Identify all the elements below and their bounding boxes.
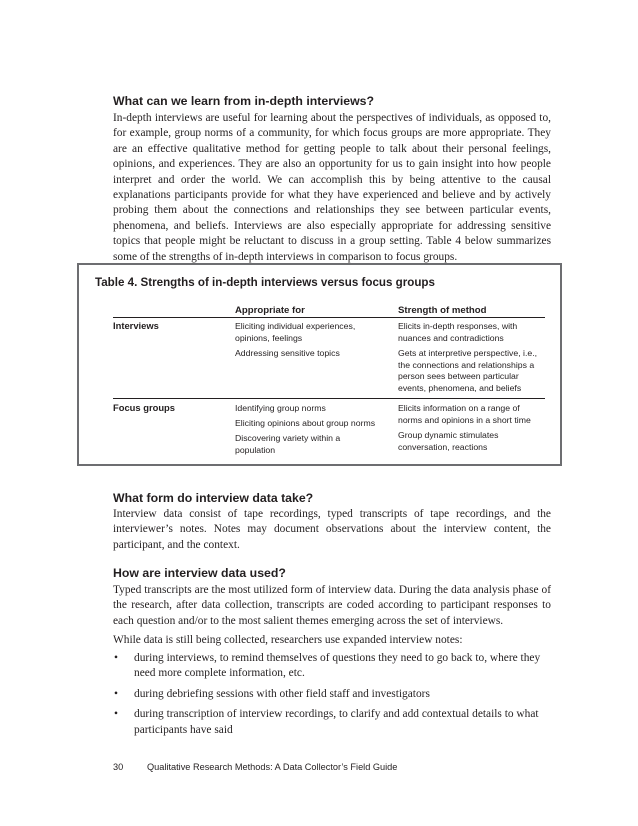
list-item-text: during debriefing sessions with other field staff and investigators [134, 687, 430, 700]
table-cell-appropriate: Addressing sensitive topics [235, 348, 340, 358]
list-item [113, 687, 553, 702]
table-cell-strength: Elicits in-depth responses, with nuances and contradictions [398, 321, 518, 343]
section-paragraph-used: Typed transcripts are the most utilized form of interview data. During the data analysis phase of the research, after data collection, transcripts are coded according to participant responses to each question and/or to the most salient themes emerging across the set of interviews. [113, 584, 551, 627]
section-heading-form: What form do interview data take? [113, 491, 314, 505]
section-paragraph-notes-intro: While data is still being collected, researchers use expanded interview notes: [113, 634, 463, 646]
table-header-appropriate: Appropriate for [235, 305, 305, 316]
table-header-rule [113, 317, 545, 318]
table-cell-appropriate: Identifying group norms [235, 403, 326, 413]
table-row-label-interviews: Interviews [113, 320, 159, 331]
table-row-label-focus-groups: Focus groups [113, 402, 175, 413]
bullet-list [113, 651, 553, 743]
table-cell-appropriate: Eliciting individual experiences, opinions, feelings [235, 321, 356, 343]
section-paragraph-learn: In-depth interviews are useful for learning about the perspectives of individuals, as opposed to, for example, group norms of a community, for which focus groups are more appropriate. They are an effective qualitative method for getting people to talk about their personal feelings, opinions, and experiences. They are also an opportunity for us to gain insight into how people interpret and order the world. We can accomplish this by being attentive to the causal explanations participants provide for what they have experienced and believe and by actively probing them about the connections and relationships they see between particular events, phenomena, and beliefs. Interviews are also especially appropriate for addressing sensitive topics that people might be reluctant to discuss in a group setting. Table 4 below summarizes some of the strengths of in-depth interviews in comparison to focus groups. [113, 112, 551, 263]
section-heading-used: How are interview data used? [113, 566, 286, 580]
table-cell-strength: Gets at interpretive perspective, i.e., the connections and relationships a person sees between particular events, phenomena, and beliefs [398, 348, 538, 393]
list-item-text: during interviews, to remind themselves of questions they need to go back to, where they need more complete information, etc. [134, 652, 541, 680]
table-header-strength: Strength of method [398, 305, 487, 316]
section-paragraph-form: Interview data consist of tape recordings, typed transcripts of tape recordings, and the interviewer’s notes. Notes may document observations about the interview content, the participant, and the context. [113, 508, 551, 551]
table-title: Table 4. Strengths of in-depth interviews versus focus groups [95, 276, 435, 289]
page-number: 30 [113, 762, 124, 772]
list-item [113, 651, 553, 682]
table-cell-appropriate: Eliciting opinions about group norms [235, 418, 376, 428]
bullet-icon: • [114, 708, 118, 721]
running-footer-title: Qualitative Research Methods: A Data Collector’s Field Guide [147, 762, 398, 772]
bullet-icon: • [114, 652, 118, 664]
bullet-icon: • [114, 687, 118, 700]
section-heading-learn: What can we learn from in-depth interviews? [113, 94, 375, 108]
table-row-rule [113, 398, 545, 399]
table-cell-appropriate: Discovering variety within a population [235, 433, 341, 455]
table-cell-strength: Elicits information on a range of norms and opinions in a short time [398, 403, 531, 425]
list-item [113, 707, 553, 738]
list-item-text: during transcription of interview recordings, to clarify and add contextual details to what participants have said [134, 708, 539, 736]
table-cell-strength: Group dynamic stimulates conversation, reactions [398, 430, 499, 452]
